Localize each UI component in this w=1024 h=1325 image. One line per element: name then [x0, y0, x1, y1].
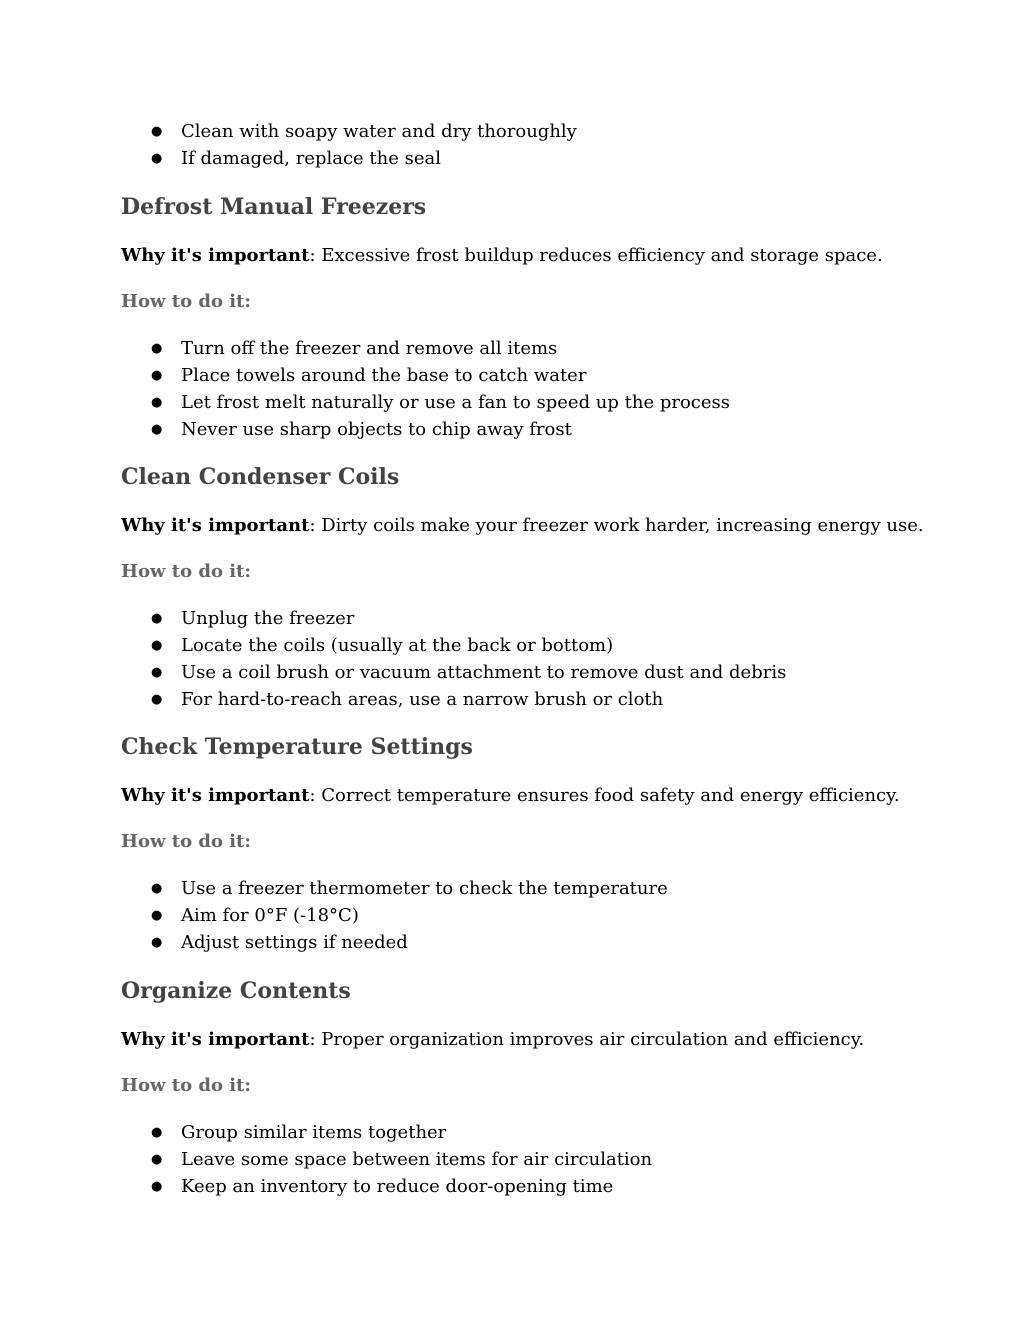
list-item: ● Keep an inventory to reduce door-opening time: [121, 1173, 652, 1200]
list-item: ● Place towels around the base to catch water: [121, 362, 730, 389]
list-item: ● Aim for 0°F (-18°C): [121, 902, 668, 929]
list-item: ● Locate the coils (usually at the back or bottom): [121, 632, 786, 659]
why-text: : Proper organization improves air circulation and efficiency.: [309, 1029, 865, 1050]
section-heading-temperature: Check Temperature Settings: [121, 734, 473, 760]
how-to-label-organize: How to do it:: [121, 1075, 252, 1096]
list-item: ● For hard-to-reach areas, use a narrow brush or cloth: [121, 686, 786, 713]
why-important-organize: [121, 1027, 864, 1053]
list-item: ● Group similar items together: [121, 1119, 652, 1146]
why-important-coils: [121, 513, 924, 539]
how-to-label-defrost: How to do it:: [121, 291, 252, 312]
list-item: ● Leave some space between items for air circulation: [121, 1146, 652, 1173]
list-item: ● Use a freezer thermometer to check the temperature: [121, 875, 668, 902]
list-item: ● Let frost melt naturally or use a fan to speed up the process: [121, 389, 730, 416]
why-important-defrost: [121, 243, 883, 269]
list-item: ● Never use sharp objects to chip away frost: [121, 416, 730, 443]
steps-list-coils: [121, 605, 786, 713]
list-item: ● Turn off the freezer and remove all items: [121, 335, 730, 362]
why-text: : Correct temperature ensures food safety and energy efficiency.: [309, 785, 900, 806]
list-item: ● Clean with soapy water and dry thoroughly: [121, 118, 577, 145]
how-to-label-temperature: How to do it:: [121, 831, 252, 852]
why-label: Why it's important: [121, 1029, 310, 1050]
why-important-temperature: [121, 783, 900, 809]
why-label: Why it's important: [121, 245, 310, 266]
section-heading-defrost: Defrost Manual Freezers: [121, 194, 427, 220]
why-text: : Dirty coils make your freezer work harder, increasing energy use.: [309, 515, 924, 536]
section-heading-organize: Organize Contents: [121, 978, 351, 1004]
intro-bullet-list: [121, 118, 577, 172]
why-label: Why it's important: [121, 785, 310, 806]
list-item: ● Unplug the freezer: [121, 605, 786, 632]
why-label: Why it's important: [121, 515, 310, 536]
list-item: ● If damaged, replace the seal: [121, 145, 577, 172]
steps-list-defrost: [121, 335, 730, 443]
list-item: ● Use a coil brush or vacuum attachment to remove dust and debris: [121, 659, 786, 686]
steps-list-temperature: [121, 875, 668, 956]
how-to-label-coils: How to do it:: [121, 561, 252, 582]
steps-list-organize: [121, 1119, 652, 1200]
list-item: ● Adjust settings if needed: [121, 929, 668, 956]
section-heading-coils: Clean Condenser Coils: [121, 464, 400, 490]
why-text: : Excessive frost buildup reduces efficiency and storage space.: [309, 245, 883, 266]
